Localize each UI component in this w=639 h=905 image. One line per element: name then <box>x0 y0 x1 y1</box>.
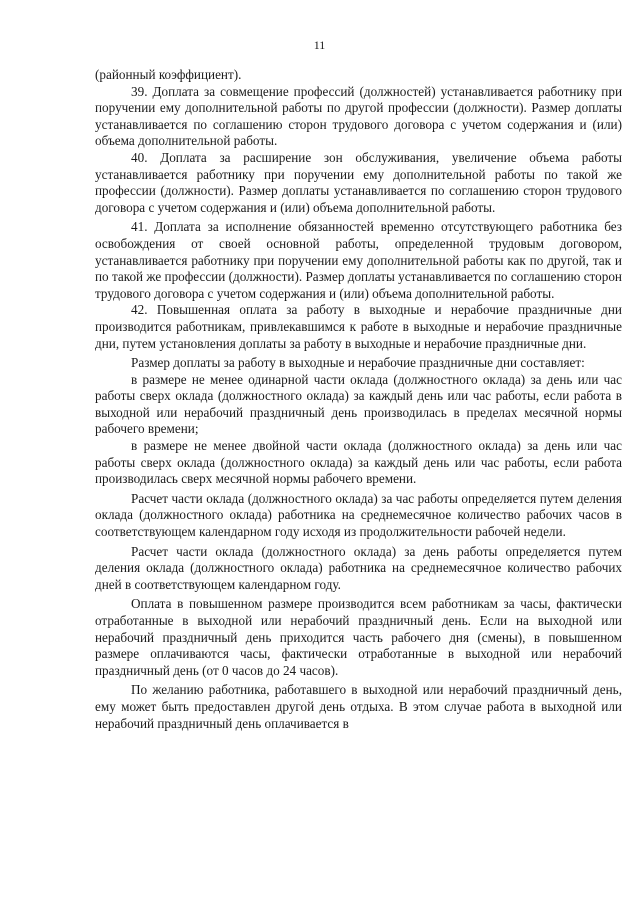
paragraph-p40: 40. Доплата за расширение зон обслуживания, увеличение объема работы устанавливается работнику при поручении ему дополнительной работы по такой же профессии (должности). Размер доплаты устанавливается по соглашению сторон трудового договора с учетом содержания и (или) объема дополнительной работы. <box>95 149 622 215</box>
document-body <box>95 67 622 732</box>
paragraph-p46: Расчет части оклада (должностного оклада) за час работы определяется путем деления оклада (должностного оклада) работника на среднемесячное количество рабочих часов в соответствующем календарном году исходя из продолжительности рабочей недели. <box>95 490 622 540</box>
paragraph-p48: Оплата в повышенном размере производится всем работникам за часы, фактически отработанные в выходной или нерабочий праздничный день. Если на выходной или нерабочий праздничный день приходится часть рабочего дня (смены), в повышенном размере оплачиваются часы, фактически отработанные в выходной или нерабочий праздничный день (от 0 часов до 24 часов). <box>95 596 622 678</box>
paragraph-p49: По желанию работника, работавшего в выходной или нерабочий праздничный день, ему может быть предоставлен другой день отдыха. В этом случае работа в выходной или нерабочий праздничный день оплачивается в <box>95 682 622 731</box>
page-number: 11 <box>313 38 326 52</box>
paragraph-p42: 42. Повышенная оплата за работу в выходные и нерабочие праздничные дни производится работникам, привлекавшимся к работе в выходные и нерабочие праздничные дни, путем установления доплаты за работу в выходные и нерабочие праздничные дни. <box>95 302 622 351</box>
paragraph-p41: 41. Доплата за исполнение обязанностей временно отсутствующего работника без освобождения от своей основной работы, определенной трудовым договором, устанавливается работнику при поручении ему дополнительной работы как по другой, так и по такой же профессии (должности). Размер доплаты устанавливается по соглашению сторон трудового договора с учетом содержания и (или) объема дополнительной работы. <box>95 219 622 301</box>
paragraph-p44: в размере не менее одинарной части оклада (должностного оклада) за день или час работы сверх оклада (должностного оклада) за каждый день или час работы, если работа в выходной или нерабочий праздничный день производилась в пределах месячной нормы рабочего времени; <box>95 371 622 437</box>
paragraph-p47: Расчет части оклада (должностного оклада) за день работы определяется путем деления оклада (должностного оклада) работника на среднемесячное количество рабочих дней в соответствующем календарном году. <box>95 543 622 592</box>
paragraph-p39: 39. Доплата за совмещение профессий (должностей) устанавливается работнику при поручении ему дополнительной работы по другой профессии (должности). Размер доплаты устанавливается по соглашению сторон трудового договора с учетом содержания и (или) объема дополнительной работы. <box>95 83 622 149</box>
paragraph-p0: (районный коэффициент). <box>95 67 242 82</box>
paragraph-p43: Размер доплаты за работу в выходные и нерабочие праздничные дни составляет: <box>131 355 585 371</box>
paragraph-p45: в размере не менее двойной части оклада (должностного оклада) за день или час работы сверх оклада (должностного оклада) за каждый день или час работы, если работа производилась сверх месячной нормы рабочего времени. <box>95 438 622 487</box>
